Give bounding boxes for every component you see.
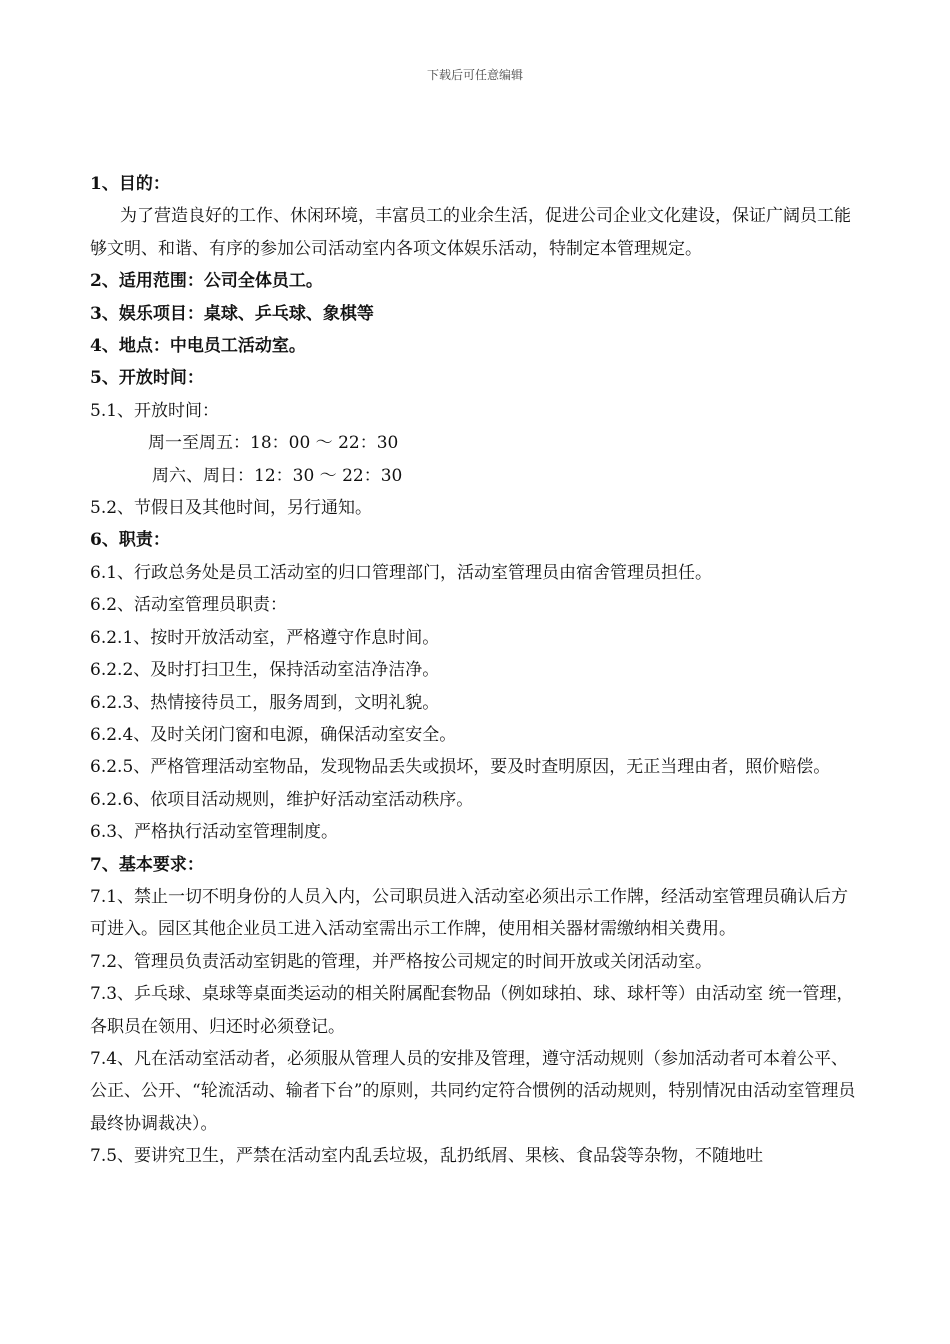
- clause-6-2-4: 6.2.4、及时关闭门窗和电源，确保活动室安全。: [90, 724, 457, 745]
- clause-7-4: 7.4、凡在活动室活动者，必须服从管理人员的安排及管理，遵守活动规则（参加活动者可本着公平、公正、公开、“轮流活动、输者下台”的原则，共同约定符合惯例的活动规则，特别情况由活动室管理员最终协调裁决）。: [90, 1048, 856, 1134]
- section-heading-purpose: 1、目的：: [90, 174, 170, 194]
- page-header-note: 下载后可任意编辑: [426, 68, 523, 82]
- clause-5-1: 5.1、开放时间：: [90, 400, 220, 421]
- schedule-weekday: 周一至周五：18：00 ～ 22：30: [148, 433, 399, 454]
- section-heading-hours: 5、开放时间：: [90, 368, 204, 389]
- section-heading-activities: 3、娱乐项目：桌球、乒乓球、象棋等: [90, 303, 374, 324]
- clause-6-2: 6.2、活动室管理员职责：: [90, 595, 288, 616]
- document-body: [90, 168, 865, 1173]
- section-heading-location: 4、地点：中电员工活动室。: [90, 336, 306, 357]
- clause-6-2-3: 6.2.3、热情接待员工，服务周到，文明礼貌。: [90, 692, 440, 713]
- clause-6-2-2: 6.2.2、及时打扫卫生，保持活动室洁净洁净。: [90, 660, 440, 681]
- section-heading-scope: 2、适用范围：公司全体员工。: [90, 271, 323, 292]
- clause-7-3: 7.3、乒乓球、桌球等桌面类运动的相关附属配套物品（例如球拍、球、球杆等）由活动室 统一管理，各职员在领用、归还时必须登记。: [90, 984, 854, 1037]
- clause-7-5: 7.5、要讲究卫生，严禁在活动室内乱丢垃圾，乱扔纸屑、果核、食品袋等杂物，不随地吐: [90, 1146, 764, 1167]
- clause-5-2: 5.2、节假日及其他时间，另行通知。: [90, 498, 373, 519]
- clause-6-2-1: 6.2.1、按时开放活动室，严格遵守作息时间。: [90, 627, 440, 648]
- clause-6-2-6: 6.2.6、依项目活动规则，维护好活动室活动秩序。: [90, 789, 474, 810]
- clause-6-3: 6.3、严格执行活动室管理制度。: [90, 822, 339, 843]
- clause-7-2: 7.2、管理员负责活动室钥匙的管理，并严格按公司规定的时间开放或关闭活动室。: [90, 951, 713, 972]
- section-heading-duties: 6、职责：: [90, 530, 170, 551]
- clause-6-1: 6.1、行政总务处是员工活动室的归口管理部门，活动室管理员由宿舍管理员担任。: [90, 562, 713, 583]
- clause-6-2-5: 6.2.5、严格管理活动室物品，发现物品丢失或损坏，要及时查明原因，无正当理由者，照价赔偿。: [90, 757, 831, 778]
- section-heading-requirements: 7、基本要求：: [90, 854, 204, 875]
- paragraph-purpose: 为了营造良好的工作、休闲环境，丰富员工的业余生活，促进公司企业文化建设，保证广阔员工能够文明、和谐、有序的参加公司活动室内各项文体娱乐活动，特制定本管理规定。: [90, 206, 851, 259]
- clause-7-1: 7.1、禁止一切不明身份的人员入内，公司职员进入活动室必须出示工作牌，经活动室管理员确认后方可进入。园区其他企业员工进入活动室需出示工作牌，使用相关器材需缴纳相关费用。: [90, 886, 849, 940]
- schedule-weekend: 周六、周日：12：30 ～ 22：30: [152, 465, 403, 486]
